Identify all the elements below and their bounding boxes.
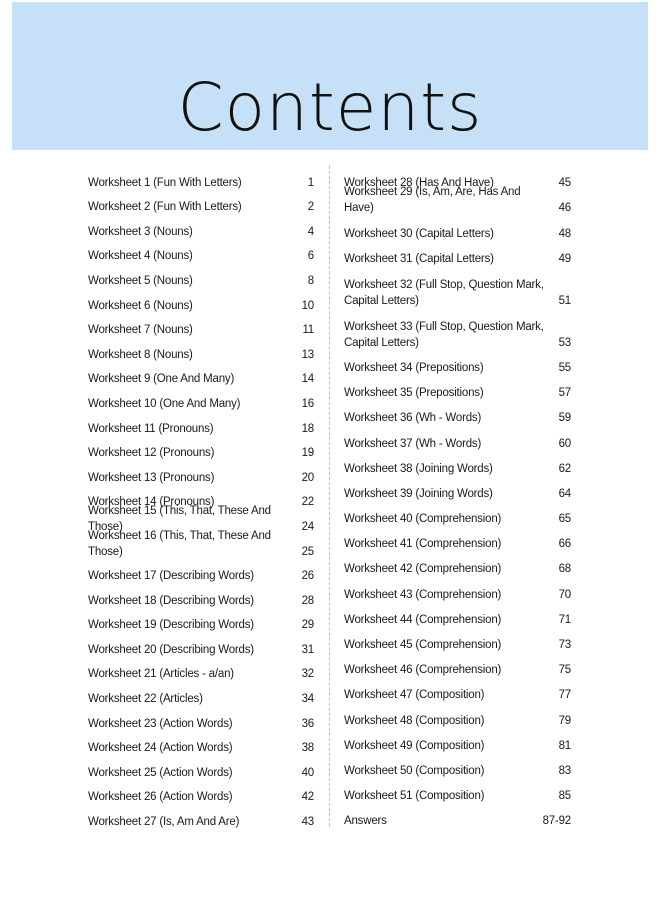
toc-entry-page: 77 xyxy=(558,689,571,702)
toc-entry-label: Worksheet 41 (Comprehension) xyxy=(344,538,502,551)
toc-entry xyxy=(344,779,571,804)
toc-entry-label: Worksheet 10 (One And Many) xyxy=(88,397,241,410)
toc-entry-page: 1 xyxy=(307,176,314,189)
toc-entry-page: 87-92 xyxy=(542,815,571,828)
toc-entry-page: 38 xyxy=(301,742,314,755)
toc-entry xyxy=(88,289,314,314)
toc-entry xyxy=(88,264,314,289)
toc-entry-page: 6 xyxy=(307,250,314,263)
toc-entry-page: 22 xyxy=(301,496,314,509)
toc-entry-label: Worksheet 4 (Nouns) xyxy=(88,250,193,263)
toc-entry xyxy=(344,242,571,267)
toc-entry-label: Worksheet 13 (Pronouns) xyxy=(88,471,215,484)
toc-entry xyxy=(344,628,571,653)
toc-entry-label: Worksheet 42 (Comprehension) xyxy=(344,563,502,576)
toc-entry-label: Worksheet 29 (Is, Am, Are, Has And Have) xyxy=(344,186,521,215)
toc-entry-page: 36 xyxy=(301,717,314,730)
toc-entry xyxy=(88,805,314,830)
toc-entry xyxy=(344,729,571,754)
toc-entry-page: 71 xyxy=(558,613,571,626)
toc-entry-label: Worksheet 16 (This, That, These And Those) xyxy=(88,529,271,558)
page-title: Contents xyxy=(177,69,483,146)
toc-entry xyxy=(344,703,571,728)
toc-entry-label: Worksheet 11 (Pronouns) xyxy=(88,422,214,435)
toc-entry-page: 60 xyxy=(558,437,571,450)
toc-entry-page: 75 xyxy=(558,664,571,677)
toc-entry-label: Worksheet 12 (Pronouns) xyxy=(88,447,215,460)
toc-entry xyxy=(344,754,571,779)
toc-entry-label: Worksheet 35 (Prepositions) xyxy=(344,387,484,400)
toc-entry xyxy=(88,707,314,732)
toc-entry-page: 68 xyxy=(558,563,571,576)
toc-entry-label: Worksheet 15 (This, That, These And Those) xyxy=(88,504,271,533)
toc-entry-label: Worksheet 47 (Composition) xyxy=(344,689,485,702)
toc-entry xyxy=(88,412,314,437)
toc-entry-label: Worksheet 37 (Wh - Words) xyxy=(344,437,482,450)
toc-entry-label: Worksheet 50 (Composition) xyxy=(344,764,485,777)
contents-column-left xyxy=(88,166,314,830)
toc-entry-label: Answers xyxy=(344,815,387,828)
toc-entry-page: 19 xyxy=(301,447,314,460)
toc-entry-page: 28 xyxy=(301,594,314,607)
toc-entry-page: 20 xyxy=(301,471,314,484)
toc-entry xyxy=(88,191,314,216)
toc-entry xyxy=(344,552,571,577)
toc-entry-label: Worksheet 9 (One And Many) xyxy=(88,373,235,386)
toc-entry xyxy=(88,529,314,560)
toc-entry-label: Worksheet 36 (Wh - Words) xyxy=(344,412,482,425)
toc-entry-label: Worksheet 34 (Prepositions) xyxy=(344,361,484,374)
toc-entry-label: Worksheet 33 (Full Stop, Question Mark, Capital Letters) xyxy=(344,320,544,349)
toc-entry-label: Worksheet 6 (Nouns) xyxy=(88,299,193,312)
toc-entry-page: 40 xyxy=(301,766,314,779)
toc-entry-page: 24 xyxy=(301,520,314,533)
toc-entry-page: 2 xyxy=(307,201,314,214)
toc-entry-label: Worksheet 19 (Describing Words) xyxy=(88,619,254,632)
toc-entry-page: 57 xyxy=(558,387,571,400)
toc-entry-label: Worksheet 14 (Pronouns) xyxy=(88,496,215,509)
toc-entry-label: Worksheet 18 (Describing Words) xyxy=(88,594,254,607)
toc-entry-label: Worksheet 31 (Capital Letters) xyxy=(344,252,494,265)
toc-entry-page: 81 xyxy=(558,739,571,752)
toc-entry xyxy=(88,756,314,781)
toc-entry-label: Worksheet 44 (Comprehension) xyxy=(344,613,502,626)
toc-entry-label: Worksheet 46 (Comprehension) xyxy=(344,664,502,677)
toc-entry xyxy=(88,584,314,609)
toc-entry-page: 26 xyxy=(301,570,314,583)
toc-entry-page: 65 xyxy=(558,513,571,526)
toc-entry-label: Worksheet 45 (Comprehension) xyxy=(344,639,502,651)
toc-entry xyxy=(344,376,571,401)
toc-entry-label: Worksheet 5 (Nouns) xyxy=(88,274,193,287)
toc-entry-page: 53 xyxy=(558,336,571,349)
toc-entry-page: 13 xyxy=(301,348,314,361)
toc-entry-label: Worksheet 39 (Joining Words) xyxy=(344,487,493,500)
toc-entry-label: Worksheet 40 (Comprehension) xyxy=(344,513,502,526)
toc-entry-page: 16 xyxy=(301,397,314,410)
toc-entry xyxy=(88,658,314,683)
toc-entry-page: 25 xyxy=(301,545,314,558)
toc-entry-page: 31 xyxy=(301,643,314,656)
toc-entry xyxy=(88,437,314,462)
toc-entry-page: 46 xyxy=(558,202,571,215)
toc-entry xyxy=(88,166,314,191)
toc-entry xyxy=(88,338,314,363)
toc-entry-label: Worksheet 24 (Action Words) xyxy=(88,742,233,755)
toc-entry-page: 43 xyxy=(301,816,314,829)
toc-entry xyxy=(344,603,571,628)
toc-entry xyxy=(344,216,571,241)
toc-entry-page: 51 xyxy=(558,294,571,307)
toc-entry-page: 49 xyxy=(558,252,571,265)
toc-entry-page: 70 xyxy=(558,588,571,601)
toc-entry-page: 79 xyxy=(558,714,571,727)
toc-entry-page: 14 xyxy=(301,373,314,386)
toc-entry xyxy=(344,401,571,426)
toc-entry-label: Worksheet 23 (Action Words) xyxy=(88,717,233,730)
toc-entry-page: 29 xyxy=(301,619,314,632)
toc-entry-label: Worksheet 1 (Fun With Letters) xyxy=(88,176,242,189)
toc-entry xyxy=(88,363,314,388)
toc-entry-page: 66 xyxy=(558,538,571,551)
toc-entry-label: Worksheet 27 (Is, Am And Are) xyxy=(88,816,240,829)
toc-entry xyxy=(344,267,571,309)
toc-entry-page: 18 xyxy=(301,422,314,435)
toc-entry-page: 34 xyxy=(301,693,314,706)
toc-entry-label: Worksheet 28 (Has And Have) xyxy=(344,177,494,190)
toc-entry xyxy=(88,461,314,486)
toc-entry-label: Worksheet 8 (Nouns) xyxy=(88,348,193,361)
column-divider xyxy=(329,166,330,826)
toc-entry xyxy=(88,781,314,806)
toc-entry-label: Worksheet 51 (Composition) xyxy=(344,790,485,803)
toc-entry-label: Worksheet 48 (Composition) xyxy=(344,714,485,727)
toc-entry-label: Worksheet 32 (Full Stop, Question Mark, Capital Letters) xyxy=(344,278,544,307)
toc-entry xyxy=(344,804,571,829)
toc-entry-page: 55 xyxy=(558,361,571,374)
toc-entry-label: Worksheet 17 (Describing Words) xyxy=(88,570,254,583)
toc-entry-page: 85 xyxy=(558,790,571,803)
toc-entry-label: Worksheet 7 (Nouns) xyxy=(88,324,193,337)
toc-entry xyxy=(88,240,314,265)
toc-entry-page: 45 xyxy=(558,177,571,190)
toc-entry xyxy=(344,452,571,477)
toc-entry xyxy=(88,215,314,240)
toc-entry xyxy=(88,633,314,658)
toc-entry-page: 11 xyxy=(302,324,314,337)
toc-entry xyxy=(88,732,314,757)
toc-entry-label: Worksheet 26 (Action Words) xyxy=(88,791,233,804)
contents-column-right xyxy=(344,166,571,829)
toc-entry-label: Worksheet 21 (Articles - a/an) xyxy=(88,668,234,681)
toc-entry-label: Worksheet 22 (Articles) xyxy=(88,693,203,706)
toc-entry-page: 32 xyxy=(301,668,314,681)
toc-entry-page: 64 xyxy=(558,487,571,500)
toc-entry-page: 59 xyxy=(558,412,571,425)
toc-entry-label: Worksheet 49 (Composition) xyxy=(344,739,485,752)
toc-entry-label: Worksheet 20 (Describing Words) xyxy=(88,643,254,656)
toc-entry xyxy=(88,682,314,707)
toc-entry-page: 83 xyxy=(558,764,571,777)
toc-entry-page: 42 xyxy=(301,791,314,804)
toc-entry xyxy=(344,426,571,451)
toc-entry-label: Worksheet 2 (Fun With Letters) xyxy=(88,201,242,214)
toc-entry-page: 10 xyxy=(301,299,314,312)
toc-entry xyxy=(344,351,571,376)
toc-entry-page: 4 xyxy=(307,225,314,238)
toc-entry xyxy=(344,577,571,602)
toc-entry-page: 8 xyxy=(307,274,314,287)
toc-entry-label: Worksheet 38 (Joining Words) xyxy=(344,462,493,475)
toc-entry-page: 48 xyxy=(558,227,571,240)
toc-entry xyxy=(88,609,314,634)
toc-entry-label: Worksheet 3 (Nouns) xyxy=(88,225,193,238)
toc-entry xyxy=(88,314,314,339)
toc-entry-label: Worksheet 25 (Action Words) xyxy=(88,766,233,779)
toc-entry xyxy=(344,527,571,552)
toc-entry xyxy=(88,387,314,412)
toc-entry-label: Worksheet 43 (Comprehension) xyxy=(344,588,502,601)
toc-entry xyxy=(344,309,571,351)
toc-entry xyxy=(88,560,314,585)
toc-entry xyxy=(344,477,571,502)
toc-entry xyxy=(344,502,571,527)
toc-entry xyxy=(344,678,571,703)
toc-entry-page: 62 xyxy=(558,462,571,475)
toc-entry-label: Worksheet 30 (Capital Letters) xyxy=(344,227,494,240)
toc-entry xyxy=(344,186,571,216)
toc-entry xyxy=(344,653,571,678)
toc-entry-page: 73 xyxy=(558,639,571,651)
